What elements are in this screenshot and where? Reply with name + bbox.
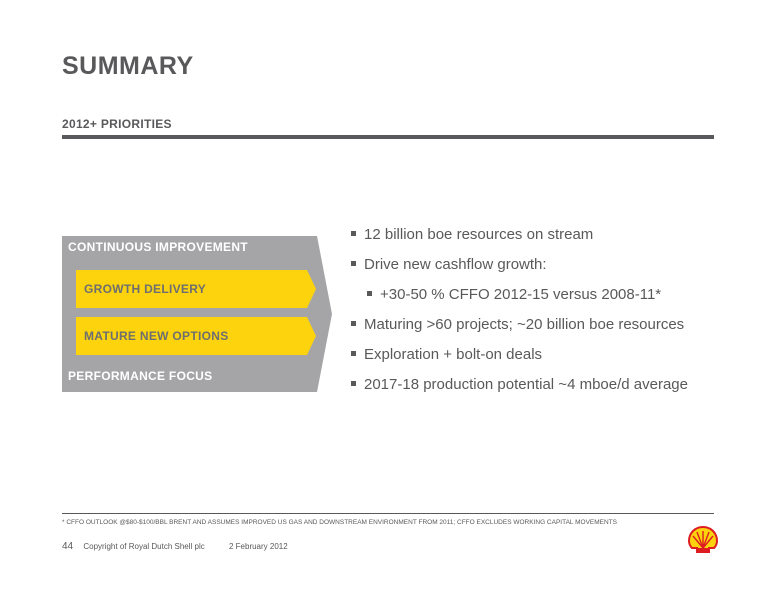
priorities-diagram-shapes: [62, 236, 342, 416]
priorities-bullet-list: [351, 222, 688, 402]
square-bullet-icon: [351, 321, 356, 326]
bullet-text: Exploration + bolt-on deals: [364, 346, 543, 363]
continuous-improvement-label: CONTINUOUS IMPROVEMENT: [68, 240, 248, 254]
shell-pecten-icon: [688, 526, 718, 559]
square-bullet-icon: [351, 231, 356, 236]
header-rule: [62, 135, 714, 139]
bullet-text: +30-50 % CFFO 2012-15 versus 2008-11*: [380, 286, 662, 303]
page-number: 44: [62, 541, 74, 552]
bullet-item: [351, 312, 688, 342]
footer-date: 2 February 2012: [228, 542, 288, 551]
square-bullet-icon: [351, 261, 356, 266]
square-bullet-icon: [351, 351, 356, 356]
performance-focus-label: PERFORMANCE FOCUS: [68, 369, 213, 383]
slide-footer: [62, 541, 288, 552]
footnote: * CFFO OUTLOOK @$80-$100/BBL BRENT AND ASSUMES IMPROVED US GAS AND DOWNSTREAM ENVIRONMENT FROM 2011; CFFO EXCLUDES WORKING CAPITAL MOVEMENTS: [62, 519, 617, 526]
square-bullet-icon: [351, 381, 356, 386]
bullet-item: [351, 222, 688, 252]
bullet-text: 2017-18 production potential ~4 mboe/d average: [364, 376, 688, 393]
bullet-text: Maturing >60 projects; ~20 billion boe resources: [364, 316, 685, 333]
bullet-text: 12 billion boe resources on stream: [364, 226, 594, 243]
sub-bullet-item: [351, 282, 688, 312]
mature-new-options-label: MATURE NEW OPTIONS: [84, 329, 229, 343]
bullet-item: [351, 342, 688, 372]
slide-subtitle: 2012+ PRIORITIES: [62, 117, 172, 131]
priorities-diagram: [62, 236, 342, 416]
growth-delivery-label: GROWTH DELIVERY: [84, 282, 207, 296]
bullet-item: [351, 252, 688, 282]
square-bullet-icon: [367, 291, 372, 296]
copyright-text: Copyright of Royal Dutch Shell plc: [83, 542, 205, 551]
footer-rule: [62, 513, 714, 514]
slide-title: SUMMARY: [62, 52, 194, 80]
bullet-text: Drive new cashflow growth:: [364, 256, 547, 273]
bullet-item: [351, 372, 688, 402]
